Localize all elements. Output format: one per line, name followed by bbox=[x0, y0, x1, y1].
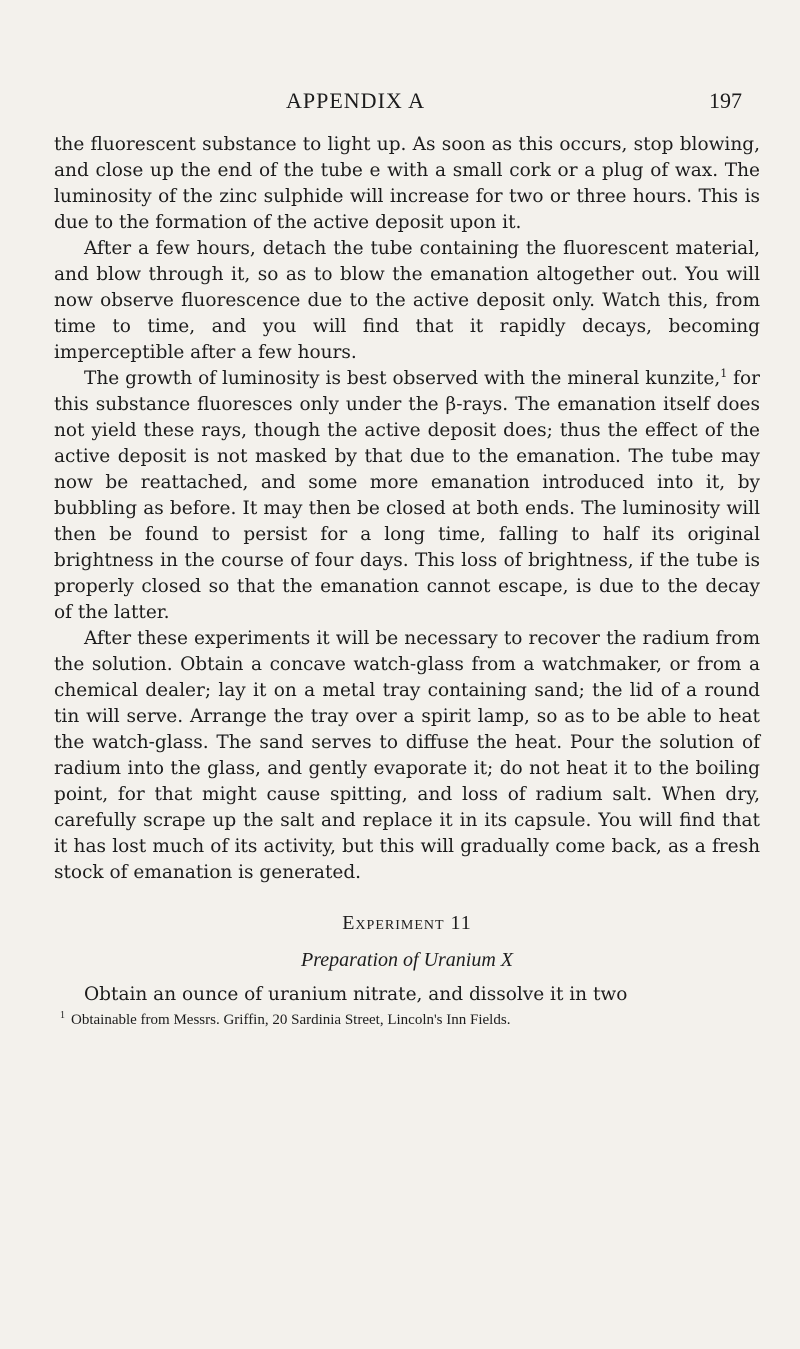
footnote bbox=[54, 1012, 760, 1029]
paragraph-uranium-nitrate: Obtain an ounce of uranium nitrate, and dissolve it in two bbox=[84, 984, 628, 1005]
experiment-subheading: Preparation of Uranium X bbox=[300, 949, 514, 971]
paragraph-recover-radium: After these experiments it will be necessary to recover the radium from the solution. Obtain a concave watch-glass from a watchmaker, or from a chemical dealer; lay it on a metal tray containing sand; the lid of a round tin will serve. Arrange the tray over a spirit lamp, so as to be able to heat the watch-glass. The sand serves to diffuse the heat. Pour the solution of radium into the glass, and gently evaporate it; do not heat it to the boiling point, for that might cause spitting, and loss of radium salt. When dry, carefully scrape up the salt and replace it in its capsule. You will find that it has lost much of its activity, but this will gradually come back, as a fresh stock of emanation is generated. bbox=[54, 628, 760, 883]
paragraph-kunzite-part-a: The growth of luminosity is best observed with the mineral kunzite, bbox=[84, 368, 721, 389]
book-page bbox=[54, 88, 760, 1029]
page-number: 197 bbox=[709, 88, 742, 113]
paragraph-kunzite-part-b: for this substance fluoresces only under the β-rays. The emanation itself does not yield these rays, though the active deposit does; thus the effect of the active deposit is not masked by that due to the emanation. The tube may now be reattached, and some more emanation introduced into it, by bubbling as before. It may then be closed at both ends. The luminosity will then be found to persist for a long time, falling to half its original brightness in the course of four days. This loss of brightness, if the tube is properly closed so that the emanation cannot escape, is due to the decay of the latter. bbox=[54, 368, 760, 623]
paragraph-detach-tube: After a few hours, detach the tube containing the fluorescent material, and blow through it, so as to blow the emanation altogether out. You will now observe fluorescence due to the active deposit only. Watch this, from time to time, and you will find that it rapidly decays, becoming imperceptible after a few hours. bbox=[54, 238, 760, 363]
experiment-heading: Experiment 11 bbox=[342, 912, 472, 934]
running-head: APPENDIX A bbox=[286, 88, 425, 113]
page-header bbox=[54, 88, 760, 122]
footnote-reference: 1 bbox=[720, 366, 728, 380]
footnote-text: Obtainable from Messrs. Griffin, 20 Sardinia Street, Lincoln's Inn Fields. bbox=[71, 1012, 511, 1028]
footnote-mark: 1 bbox=[60, 1010, 65, 1021]
paragraph-continuation: the fluorescent substance to light up. As soon as this occurs, stop blowing, and close up the end of the tube e with a small cork or a plug of wax. The luminosity of the zinc sulphide will increase for two or three hours. This is due to the formation of the active deposit upon it. bbox=[54, 134, 760, 233]
paragraph-kunzite bbox=[54, 366, 760, 626]
